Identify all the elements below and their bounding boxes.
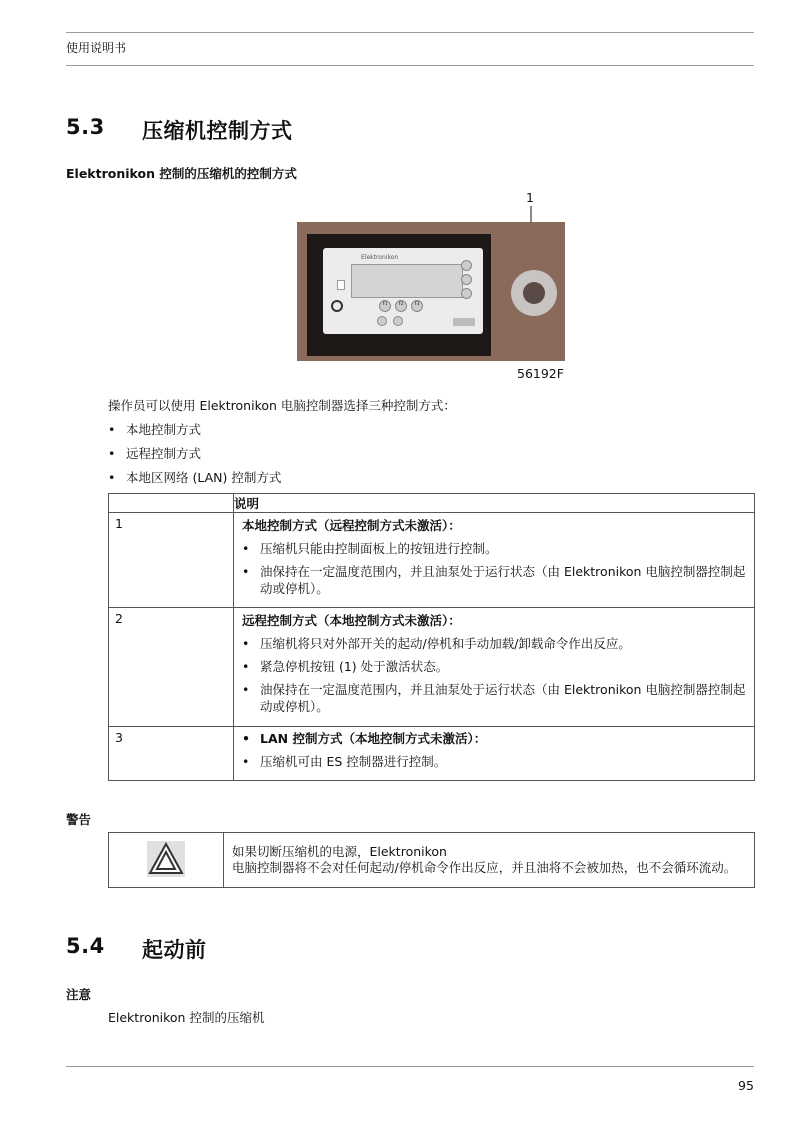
section-title: 压缩机控制方式: [142, 119, 293, 143]
list-item: • 紧急停机按钮 (1) 处于激活状态。: [242, 659, 449, 674]
note-label: 注意: [66, 987, 92, 1002]
f2-button: F2: [395, 300, 407, 312]
warning-triangle-icon: [147, 841, 185, 877]
logo-plate: [453, 318, 475, 326]
table-header-empty: [109, 494, 234, 513]
list-item: • 油保持在一定温度范围内，并且油泵处于运行状态（由 Elektronikon 电脑控制器控制起动或停机）。: [242, 682, 746, 714]
panel-brand: Elektronikon: [361, 254, 399, 261]
f3-button: F3: [411, 300, 423, 312]
warning-text: 如果切断压缩机的电源，Elektronikon 电脑控制器将不会对任何起动/停机命令作出反应，并且油将不会被加热，也不会循环流动。: [224, 833, 755, 888]
warning-label: 警告: [66, 812, 92, 827]
tab-button: [461, 274, 472, 285]
table-row: [109, 608, 755, 727]
list-item: • 压缩机将只对外部开关的起动/停机和手动加载/卸载命令作出反应。: [242, 636, 631, 651]
row-number: 3: [109, 727, 234, 781]
row-title: LAN 控制方式（本地控制方式未激活）：: [260, 731, 487, 746]
list-item: • 本地控制方式: [108, 422, 202, 437]
table-header-row: [109, 494, 755, 513]
list-item: • 压缩机只能由控制面板上的按钮进行控制。: [242, 541, 498, 556]
section-title: 起动前: [142, 938, 207, 962]
start-button: [377, 316, 387, 326]
list-item: • LAN 控制方式（本地控制方式未激活）：: [242, 731, 487, 746]
emergency-stop-button: [523, 282, 545, 304]
lcd-display: [351, 264, 463, 298]
warning-icon-cell: [109, 833, 224, 888]
section-number: 5.3: [66, 115, 105, 139]
section-number: 5.4: [66, 934, 105, 958]
stop-button: [393, 316, 403, 326]
control-panel: [323, 248, 483, 334]
description-table: [108, 493, 755, 781]
row-number: 2: [109, 608, 234, 727]
list-item: • 油保持在一定温度范围内，并且油泵处于运行状态（由 Elektronikon 电脑控制器控制起动或停机）。: [242, 564, 746, 596]
document-header: 使用说明书: [66, 41, 127, 55]
f1-button: F1: [379, 300, 391, 312]
row-title: 远程控制方式（本地控制方式未激活）：: [242, 613, 461, 628]
table-row: [109, 513, 755, 608]
row-content: [234, 513, 755, 608]
power-button-icon: [331, 300, 343, 312]
row-title: 本地控制方式（远程控制方式未激活）：: [242, 518, 461, 533]
list-item: • 远程控制方式: [108, 446, 202, 461]
warning-box: [108, 832, 755, 888]
table-row: [109, 727, 755, 781]
figure-code: 56192F: [517, 366, 564, 381]
figure-callout: 1: [526, 190, 534, 205]
list-item: • 压缩机可由 ES 控制器进行控制。: [242, 754, 447, 769]
row-content: [234, 608, 755, 727]
page-number: 95: [738, 1078, 754, 1093]
list-item: • 本地区网络 (LAN) 控制方式: [108, 470, 282, 485]
row-content: [234, 727, 755, 781]
down-arrow-button: [461, 288, 472, 299]
table-header-cell: 说明: [234, 494, 755, 513]
up-arrow-button: [461, 260, 472, 271]
intro-text: 操作员可以使用 Elektronikon 电脑控制器选择三种控制方式：: [108, 398, 456, 413]
row-number: 1: [109, 513, 234, 608]
led-indicator: [337, 280, 345, 290]
mode-list: [108, 421, 508, 493]
subheading: Elektronikon 控制的压缩机的控制方式: [66, 166, 297, 181]
note-text: Elektronikon 控制的压缩机: [108, 1010, 265, 1025]
controller-photo: [297, 222, 565, 361]
